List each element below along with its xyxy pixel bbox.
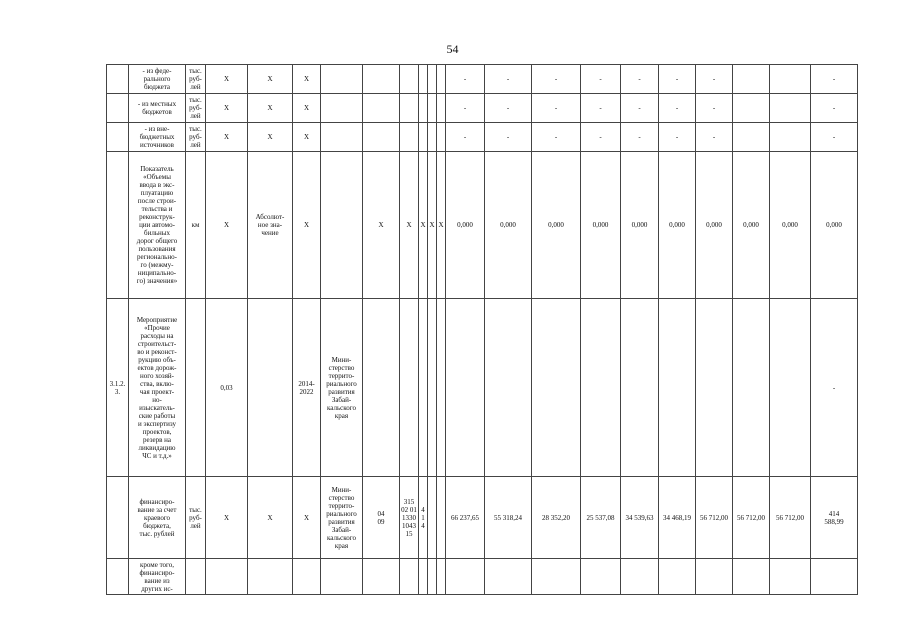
value-cell: 25 537,08: [581, 477, 621, 559]
row-name: - из местных бюджетов: [129, 94, 186, 123]
value-cell: 56 712,00: [770, 477, 811, 559]
value-cell: -: [659, 94, 696, 123]
value-cell: -: [659, 123, 696, 152]
value-cell: 0,000: [485, 152, 532, 299]
value-cell: -: [485, 94, 532, 123]
cell: X: [248, 123, 293, 152]
value-cell: [733, 94, 770, 123]
value-cell: [733, 65, 770, 94]
code-cell: X: [428, 152, 437, 299]
value-cell: -: [581, 123, 621, 152]
value-cell: -: [532, 94, 581, 123]
value-cell: 0,000: [446, 152, 485, 299]
value-cell: -: [485, 65, 532, 94]
value-cell: 0,000: [581, 152, 621, 299]
code-cell: X: [400, 152, 419, 299]
code-cell: X: [363, 152, 400, 299]
csr-cell: 315 02 01 13301043 15: [400, 477, 419, 559]
program-table: [106, 64, 858, 595]
cell: X: [248, 94, 293, 123]
value-cell: -: [485, 123, 532, 152]
value-cell: 414 588,99: [811, 477, 858, 559]
row-name: - из феде- рального бюджета: [129, 65, 186, 94]
value-cell: -: [811, 65, 858, 94]
row-name: Мероприятие «Прочие расходы на строительст- во и реконст- рукцию объ- ектов дорож- ного хозяй- ства, вклю- чая проект- но- изыскатель- ские работы и экспертизу проектов, резерв на ликвидацию ЧС и т.д.»: [129, 299, 186, 477]
cell: X: [293, 94, 321, 123]
page-number: 54: [446, 42, 459, 56]
rz-cell: 04 09: [363, 477, 400, 559]
value-cell: [770, 65, 811, 94]
value-cell: 0,000: [532, 152, 581, 299]
cell: X: [206, 477, 248, 559]
value-cell: 28 352,20: [532, 477, 581, 559]
table-row: [107, 65, 858, 94]
cell: X: [293, 65, 321, 94]
period-cell: 2014- 2022: [293, 299, 321, 477]
table-row: [107, 123, 858, 152]
table-row: [107, 477, 858, 559]
value-cell: 0,000: [811, 152, 858, 299]
value-cell: [733, 123, 770, 152]
cell: X: [206, 123, 248, 152]
value-cell: -: [532, 65, 581, 94]
code-cell: X: [419, 152, 428, 299]
value-cell: [770, 123, 811, 152]
total-cell: -: [811, 299, 858, 477]
unit-cell: тыс. руб- лей: [186, 477, 206, 559]
value-cell: -: [446, 123, 485, 152]
row-name: кроме того, финансиро- вание из других ис-: [129, 559, 186, 595]
table-row: [107, 559, 858, 595]
value-cell: -: [696, 65, 733, 94]
row-name: финансиро- вание за счет краевого бюджета, тыс. рублей: [129, 477, 186, 559]
value-cell: [770, 94, 811, 123]
table-row: [107, 299, 858, 477]
unit-cell: тыс. руб- лей: [186, 65, 206, 94]
value-cell: -: [811, 94, 858, 123]
unit-cell: км: [186, 152, 206, 299]
cell: X: [293, 123, 321, 152]
value-cell: -: [581, 65, 621, 94]
table-row: [107, 94, 858, 123]
value-cell: -: [696, 94, 733, 123]
value-cell: -: [581, 94, 621, 123]
cell: X: [206, 152, 248, 299]
value-cell: 55 318,24: [485, 477, 532, 559]
unit-cell: тыс. руб- лей: [186, 123, 206, 152]
value-cell: -: [659, 65, 696, 94]
value-cell: 0,000: [770, 152, 811, 299]
value-cell: 66 237,65: [446, 477, 485, 559]
cell: X: [206, 65, 248, 94]
cell: X: [206, 94, 248, 123]
value-cell: -: [621, 94, 659, 123]
value-cell: 34 468,19: [659, 477, 696, 559]
value-cell: 56 712,00: [696, 477, 733, 559]
value-cell: -: [696, 123, 733, 152]
item-number: 3.1.2. 3.: [107, 299, 129, 477]
unit-cell: тыс. руб- лей: [186, 94, 206, 123]
value-cell: -: [446, 65, 485, 94]
cell: 0,03: [206, 299, 248, 477]
value-cell: 34 539,63: [621, 477, 659, 559]
row-name: Показатель «Объемы ввода в экс- плуатацию после строи- тельства и реконструк- ции автомо- бильных дорог общего пользования регионально- го (межму- ниципально- го) значения»: [129, 152, 186, 299]
cell: X: [293, 152, 321, 299]
executor-cell: Мини- стерство террито- риального развития Забай- кальского края: [321, 477, 363, 559]
value-cell: 0,000: [696, 152, 733, 299]
cell: X: [248, 65, 293, 94]
value-cell: -: [811, 123, 858, 152]
table-row: [107, 152, 858, 299]
value-cell: -: [621, 123, 659, 152]
executor-cell: Мини- стерство террито- риального развития Забай- кальского края: [321, 299, 363, 477]
cell: X: [248, 477, 293, 559]
code-cell: X: [437, 152, 446, 299]
value-cell: 0,000: [733, 152, 770, 299]
value-cell: 0,000: [621, 152, 659, 299]
value-cell: -: [446, 94, 485, 123]
value-cell: -: [532, 123, 581, 152]
vr-cell: 4 1 4: [419, 477, 428, 559]
value-cell: -: [621, 65, 659, 94]
value-cell: 56 712,00: [733, 477, 770, 559]
cell: X: [293, 477, 321, 559]
cell: Абсолют- ное зна- чение: [248, 152, 293, 299]
value-cell: 0,000: [659, 152, 696, 299]
row-name: - из вне- бюджетных источников: [129, 123, 186, 152]
